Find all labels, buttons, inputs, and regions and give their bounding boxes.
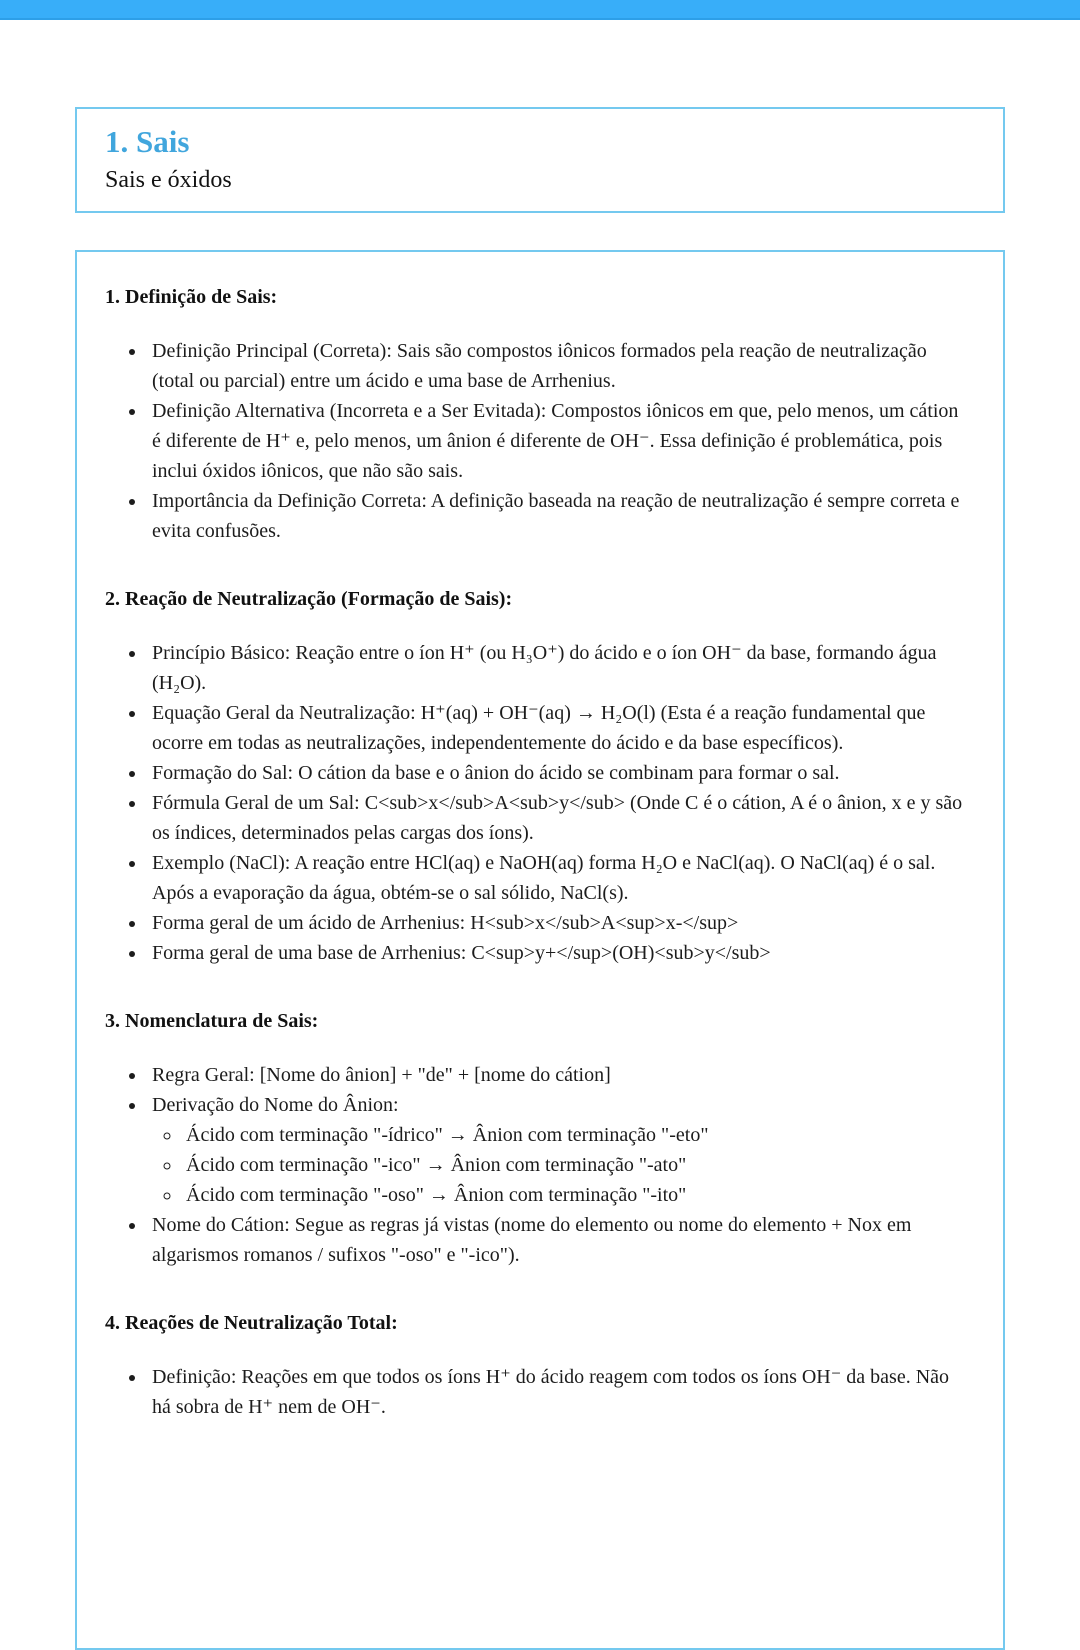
section-heading-1: 1. Definição de Sais: bbox=[105, 286, 278, 308]
sub-list-item bbox=[182, 1150, 963, 1180]
list-item-text: Importância da Definição Correta: A definição baseada na reação de neutralização é sempre correta e evita confusões. bbox=[152, 490, 960, 542]
list-item-text: Equação Geral da Neutralização: H⁺(aq) + OH⁻(aq) → H₂O(l) (Esta é a reação fundamental que ocorre em todas as neutralizações, independentemente do ácido e da base específicos). bbox=[152, 702, 926, 754]
list-item-text: Definição: Reações em que todos os íons H⁺ do ácido reagem com todos os íons OH⁻ da base. Não há sobra de H⁺ nem de OH⁻. bbox=[152, 1366, 950, 1418]
list-item-text: Definição Principal (Correta): Sais são compostos iônicos formados pela reação de neutralização (total ou parcial) entre um ácido e uma base de Arrhenius. bbox=[152, 340, 927, 392]
list-item-text: Formação do Sal: O cátion da base e o ânion do ácido se combinam para formar o sal. bbox=[152, 762, 840, 784]
list-item-text: Nome do Cátion: Segue as regras já vistas (nome do elemento ou nome do elemento + Nox em algarismos romanos / sufixos "-oso" e "-ico"). bbox=[152, 1214, 912, 1266]
top-accent-bar bbox=[0, 0, 1080, 20]
sub-list-item-text: Ácido com terminação "-oso" → Ânion com terminação "-ito" bbox=[186, 1184, 687, 1206]
list-item-text: Regra Geral: [Nome do ânion] + "de" + [nome do cátion] bbox=[152, 1064, 611, 1086]
list-item-text: Definição Alternativa (Incorreta e a Ser Evitada): Compostos iônicos em que, pelo menos, um cátion é diferente de H⁺ e, pelo menos, um ânion é diferente de OH⁻. Essa definição é problemática, pois inclui óxidos iônicos, que não são sais. bbox=[152, 400, 959, 482]
sub-list-item bbox=[182, 1180, 963, 1210]
list-item bbox=[147, 698, 963, 758]
list-item-text: Forma geral de um ácido de Arrhenius: H<sub>x</sub>A<sup>x-</sup> bbox=[152, 912, 739, 934]
list-item-text: Forma geral de uma base de Arrhenius: C<sup>y+</sup>(OH)<sub>y</sub> bbox=[152, 942, 771, 964]
list-item-text: Princípio Básico: Reação entre o íon H⁺ (ou H₃O⁺) do ácido e o íon OH⁻ da base, formando água (H₂O). bbox=[152, 642, 937, 694]
list-item-text: Derivação do Nome do Ânion: bbox=[152, 1094, 399, 1116]
sub-list-item-text: Ácido com terminação "-ico" → Ânion com terminação "-ato" bbox=[186, 1154, 687, 1176]
list-item bbox=[147, 1090, 963, 1210]
list-item-text: Fórmula Geral de um Sal: C<sub>x</sub>A<sub>y</sub> (Onde C é o cátion, A é o ânion, x e y são os índices, determinados pelas cargas dos íons). bbox=[152, 792, 963, 844]
list-item bbox=[147, 908, 963, 938]
list-item bbox=[147, 1060, 963, 1090]
list-item bbox=[147, 336, 963, 396]
list-item bbox=[147, 638, 963, 698]
bullet-list-3 bbox=[105, 1060, 963, 1270]
list-item bbox=[147, 758, 963, 788]
section-heading-2: 2. Reação de Neutralização (Formação de Sais): bbox=[105, 588, 513, 610]
list-item bbox=[147, 396, 963, 486]
sub-list-item-text: Ácido com terminação "-ídrico" → Ânion com terminação "-eto" bbox=[186, 1124, 709, 1146]
sub-list-item bbox=[182, 1120, 963, 1150]
bullet-list-1 bbox=[105, 336, 963, 546]
page-subtitle: Sais e óxidos bbox=[105, 167, 232, 193]
sub-bullet-list bbox=[152, 1120, 963, 1210]
list-item bbox=[147, 938, 963, 968]
list-item bbox=[147, 1210, 963, 1270]
page-title: 1. Sais bbox=[105, 124, 190, 159]
title-card bbox=[75, 107, 1005, 213]
content-card bbox=[75, 250, 1005, 1650]
list-item bbox=[147, 486, 963, 546]
section-heading-4: 4. Reações de Neutralização Total: bbox=[105, 1312, 398, 1334]
list-item bbox=[147, 788, 963, 848]
bullet-list-4 bbox=[105, 1362, 963, 1422]
list-item bbox=[147, 848, 963, 908]
list-item-text: Exemplo (NaCl): A reação entre HCl(aq) e NaOH(aq) forma H₂O e NaCl(aq). O NaCl(aq) é o sal. Após a evaporação da água, obtém-se o sal sólido, NaCl(s). bbox=[152, 852, 936, 904]
bullet-list-2 bbox=[105, 638, 963, 968]
section-heading-3: 3. Nomenclatura de Sais: bbox=[105, 1010, 319, 1032]
list-item bbox=[147, 1362, 963, 1422]
